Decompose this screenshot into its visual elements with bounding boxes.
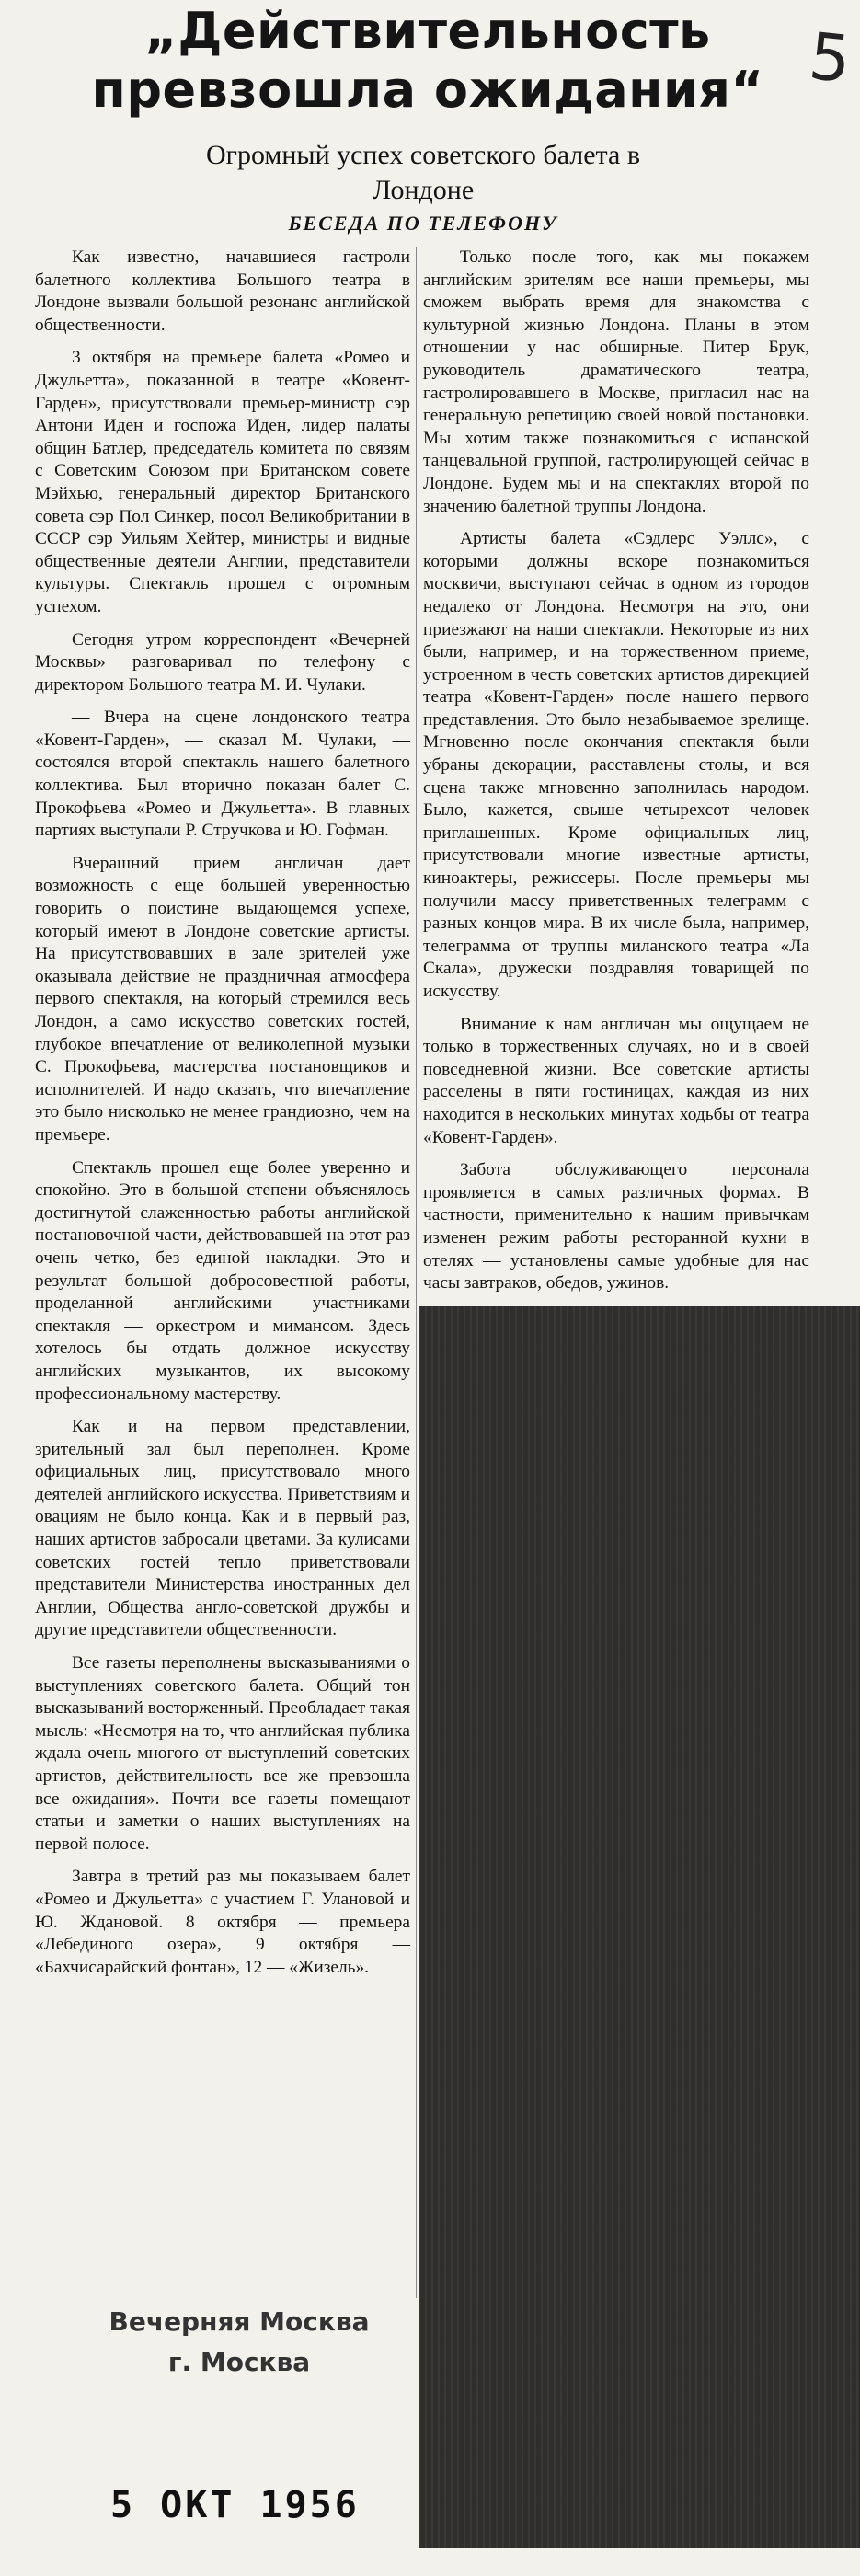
paragraph: 3 октября на премьере балета «Ромео и Джульетта», показанной в театре «Ковент-Гарден», присутствовали премьер-министр сэр Антони Иден и госпожа Иден, лидер палаты общин Батлер, председатель комитета по связям с Советским Союзом при Британском совете Мэйхью, генеральный директор Британского совета сэр Пол Синкер, посол Великобритании в СССР сэр Уильям Хейтер, министры и видные общественные деятели Англии, представители культуры. Спектакль прошел с огромным успехом. <box>35 348 410 616</box>
interview-label: БЕСЕДА ПО ТЕЛЕФОНУ <box>288 212 558 235</box>
scanned-dark-area <box>419 1306 860 2548</box>
article-column-left <box>35 247 410 1989</box>
article-subtitle: Огромный успех советского балета в Лондоне <box>205 140 641 205</box>
article-column-right <box>423 247 809 1464</box>
paragraph: — Вчера на сцене лондонского театра «Ковент-Гарден», — сказал М. Чулаки, — состоялся второй спектакль нашего балетного коллектива. Был вторично показан балет С. Прокофьева «Ромео и Джульетта». В главных партиях выступали Р. Стручкова и Ю. Гофман. <box>35 707 410 841</box>
paragraph: Внимание к нам англичан мы ощущаем не только в торжественных случаях, но и в своей повседневной жизни. Все советские артисты расселены в пяти гостиницах, каждая из них находится в нескольких минутах ходьбы от театра «Ковент-Гарден». <box>423 1014 809 1147</box>
paragraph: Как и на первом представлении, зрительный зал был переполнен. Кроме официальных лиц, присутствовало много деятелей английского искусства. Приветствиям и овациям не было конца. Как и в первый раз, наших артистов забросали цветами. За кулисами советских гостей тепло приветствовали представители Министерства иностранных дел Англии, Общества англо-советской дружбы и другие представители общественности. <box>35 1417 410 1640</box>
paragraph: Все газеты переполнены высказываниями о выступлениях советского балета. Общий тон высказываний восторженный. Преобладает такая мысль: «Несмотря на то, что английская публика ждала очень многого от выступлений советских артистов, действительность все же превзошла все ожидания». Почти все газеты помещают статьи и заметки о наших выступлениях на первой полосе. <box>35 1653 410 1854</box>
source-stamp <box>101 2302 377 2383</box>
paragraph: Только после того, как мы покажем английским зрителям все наши премьеры, мы сможем выбрать время для знакомства с культурной жизнью Лондона. Планы в этом отношении у нас обширные. Питер Брук, руководитель драматического театра, гастролировавшего в Москве, пригласил нас на генеральную репетицию своей новой постановки. Мы хотим также познакомиться с испанской танцевальной группой, гастролирующей сейчас в Лондоне. Будем мы и на спектаклях второй по значению балетной труппы Лондона. <box>423 247 809 516</box>
paragraph: Завтра в третий раз мы показываем балет «Ромео и Джульетта» с участием Г. Улановой и Ю. Ждановой. 8 октября — премьера «Лебединого озера», 9 октября — «Бахчисарайский фонтан», 12 — «Жизель». <box>35 1867 410 1977</box>
paragraph: Забота обслуживающего персонала проявляется в самых различных формах. В частности, применительно к нашим привычкам изменен режим работы ресторанной кухни в отелях — установлены самые удобные для нас часы завтраков, обедов, ужинов. <box>423 1160 809 1294</box>
paragraph: Как известно, начавшиеся гастроли балетного коллектива Большого театра в Лондоне вызвали большой резонанс английской общественности. <box>35 247 410 335</box>
paragraph: Вчерашний прием англичан дает возможность с еще большей уверенностью говорить о поистине выдающемся успехе, который имеют в Лондоне советские артисты. На присутствовавших в зале зрителей уже оказывала действие не праздничная атмосфера первого спектакля, на который стремился весь Лондон, а само искусство советских гостей, глубокое впечатление от великолепной музыки С. Прокофьева, мастерства постановщиков и исполнителей. И надо сказать, что впечатление это было нисколько не менее грандиозно, чем на премьере. <box>35 853 410 1144</box>
source-newspaper: Вечерняя Москва <box>109 2306 370 2337</box>
paragraph: Спектакль прошел еще более уверенно и спокойно. Это в большой степени объяснялось достигнутой слаженностью работы английской постановочной части, действовавшей на этот раз очень четко, без единой накладки. Это и результат большой добросовестной работы, проделанной английскими участниками спектакля — оркестром и мимансом. Здесь хотелось бы отдать должное искусству английских музыкантов, их высокому профессиональному мастерству. <box>35 1157 410 1404</box>
date-stamp: 5 ОКТ 1956 <box>110 2484 360 2526</box>
source-city: г. Москва <box>167 2347 311 2377</box>
paragraph: Артисты балета «Сэдлерс Уэллс», с которыми должны вскоре познакомиться москвичи, выступают сейчас в одном из городов недалеко от Лондона. Несмотря на это, они приезжают на наши спектакли. Некоторые из них были, например, и на торжественном приеме, устроенном в честь советских артистов дирекцией театра «Ковент-Гарден» после нашего первого представления. Это было незабываемое зрелище. Мгновенно после окончания спектакля были убраны декорации, расставлены столы, и вся сцена также мгновенно заполнилась народом. Было, кажется, свыше четырехсот человек приглашенных. Кроме официальных лиц, присутствовали многие известные артисты, кинoактеры, режиссеры. После премьеры мы получили массу приветственных телеграмм с разных концов мира. В их числе была, например, телеграмма от труппы миланского театра «Ла Скала», дружески поздравляя товарищей по искусству. <box>423 529 809 1001</box>
handwritten-page-mark: 5 <box>805 17 854 98</box>
column-divider <box>416 247 417 2298</box>
article-headline: „Действительность превзошла ожидания“ <box>91 2 764 119</box>
paragraph: Сегодня утром корреспондент «Вечерней Москвы» разговаривал по телефону с директором Большого театра М. И. Чулаки. <box>35 629 410 695</box>
